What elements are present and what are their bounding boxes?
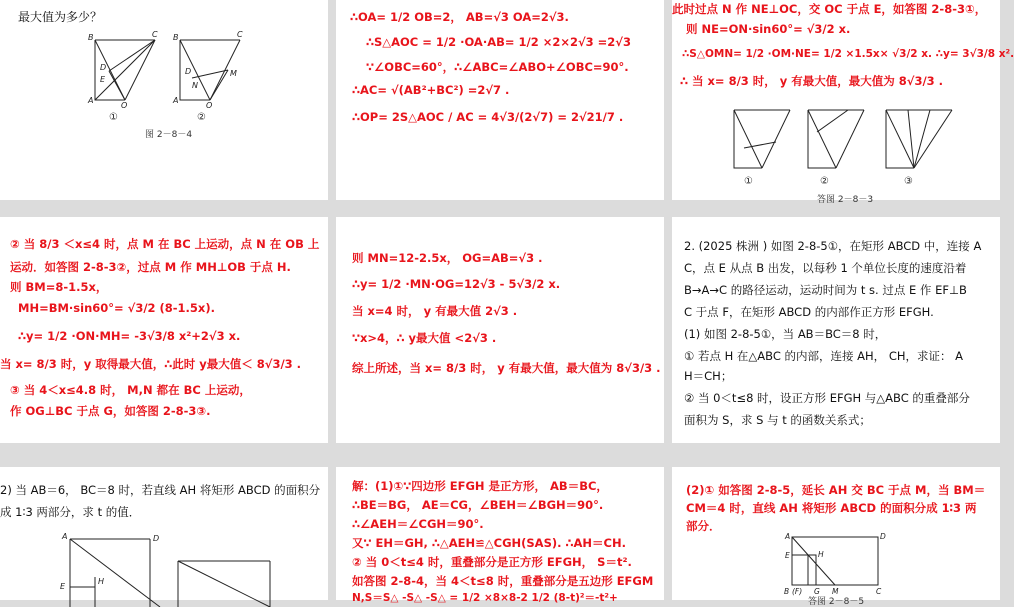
panel-7 xyxy=(0,467,328,600)
label-b: B xyxy=(88,33,94,42)
label-c2: C xyxy=(237,30,243,39)
figure-number-2: ② xyxy=(197,112,206,123)
label-e: E xyxy=(785,551,790,560)
problem-line-3: B→A→C 的路径运动，运动时间为 t s. 过点 E 作 EF⊥B xyxy=(684,283,967,297)
problem-line-2: C，点 E 从点 B 出发，以每秒 1 个单位长度的速度沿着 xyxy=(684,261,967,275)
figure-2-8-5 xyxy=(0,527,328,607)
panel-4 xyxy=(0,217,328,443)
label-h: H xyxy=(818,550,824,559)
solution-line-4: MH=BM·sin60°= √3/2 (8-1.5x). xyxy=(18,301,215,315)
solution-line-5: ② 当 0＜t≤4 时，重叠部分是正方形 EFGH， S＝t². xyxy=(352,555,632,569)
solution-line-1: (2)① 如答图 2-8-5，延长 AH 交 BC 于点 M，当 BM＝ xyxy=(686,483,986,497)
label-d: D xyxy=(100,63,107,72)
solution-line-4: ∴ 当 x= 8/3 时， y 有最大值，最大值为 8√3/3 . xyxy=(680,74,944,88)
problem-line-1: 2) 当 AB＝6， BC＝8 时，若直线 AH 将矩形 ABCD 的面积分 xyxy=(0,483,321,497)
figure-2-8-4 xyxy=(0,0,328,200)
solution-line-5: ∴y= 1/2 ·ON·MH= -3√3/8 x²+2√3 x. xyxy=(18,329,241,343)
label-h: H xyxy=(98,577,105,586)
solution-line-3: ∴∠AEH＝∠CGH＝90°. xyxy=(352,517,484,531)
answer-figure-caption: 答图 2－8－3 xyxy=(817,195,874,205)
label-b: B xyxy=(784,587,790,596)
label-o2: O xyxy=(206,101,213,110)
solution-line-2: 运动．如答图 2-8-3②，过点 M 作 MH⊥OB 于点 H. xyxy=(10,260,291,274)
label-a: A xyxy=(785,532,791,541)
label-a: A xyxy=(88,96,94,105)
solution-line-7: ③ 当 4＜x≤4.8 时， M,N 都在 BC 上运动， xyxy=(10,383,251,397)
panel-9 xyxy=(672,467,1000,607)
solution-line-7: N,S＝S△ -S△ -S△ = 1/2 ×8×8-2 1/2 (8-t)²＝-t²+ xyxy=(352,592,618,604)
label-d: D xyxy=(880,532,886,541)
solution-line-3: ∵∠OBC=60°，∴∠ABC=∠ABO+∠OBC=90°. xyxy=(366,60,629,74)
solution-line-2: ∴y= 1/2 ·MN·OG=12√3 - 5√3/2 x. xyxy=(352,277,561,291)
label-b2: B xyxy=(173,33,179,42)
solution-line-4: ∴AC= √(AB²+BC²) =2√7 . xyxy=(352,83,510,97)
problem-line-9: 面积为 S，求 S 与 t 的函数关系式； xyxy=(684,413,871,427)
solution-line-5: ∴OP= 2S△AOC / AC = 4√3/(2√7) = 2√21/7 . xyxy=(352,110,624,124)
label-e: E xyxy=(60,582,66,591)
solution-line-3: ∴S△OMN= 1/2 ·OM·NE= 1/2 ×1.5x× √3/2 x. ∴y= 3√3/8 x². xyxy=(682,48,1014,60)
solution-line-5: 综上所述，当 x= 8/3 时， y 有最大值，最大值为 8√3/3 . xyxy=(352,361,661,375)
solution-line-2: CM＝4 时，直线 AH 将矩形 ABCD 的面积分成 1∶3 两 xyxy=(686,501,977,515)
panel-5 xyxy=(336,217,664,443)
solution-line-6: 如答图 2-8-4，当 4＜t≤8 时，重叠部分是五边形 EFGM xyxy=(352,574,654,588)
solution-line-3: 当 x=4 时， y 有最大值 2√3 . xyxy=(352,304,518,318)
label-d2: D xyxy=(185,67,192,76)
answer-figure-number-1: ① xyxy=(744,176,753,187)
solution-line-4: 又∵ EH＝GH, ∴△AEH≌△CGH(SAS). ∴AH＝CH. xyxy=(352,536,626,550)
panel-8 xyxy=(336,467,664,604)
label-a: A xyxy=(62,532,68,541)
label-m2: M xyxy=(230,69,237,78)
figure-caption: 图 2－8－4 xyxy=(145,130,193,140)
question-text: 最大值为多少？ xyxy=(18,10,103,24)
panel-2 xyxy=(336,0,664,200)
solution-line-1: ∴OA= 1/2 OB=2， AB=√3 OA=2√3. xyxy=(350,10,569,24)
solution-line-3: 部分． xyxy=(686,519,721,533)
solution-line-1: 解：(1)①∵四边形 EFGH 是正方形， AB＝BC， xyxy=(352,479,608,493)
solution-line-2: 则 NE=ON·sin60°= √3/2 x. xyxy=(686,22,851,36)
solution-line-4: ∵x>4，∴ y最大值 <2√3 . xyxy=(352,331,497,345)
problem-line-5: (1) 如图 2-8-5①，当 AB＝BC＝8 时， xyxy=(684,327,887,341)
label-c: C xyxy=(152,30,158,39)
solution-line-1: 则 MN=12-2.5x， OG=AB=√3 . xyxy=(352,251,543,265)
label-c: C xyxy=(876,587,882,596)
problem-line-2: 成 1∶3 两部分，求 t 的值． xyxy=(0,505,141,519)
panel-3 xyxy=(672,0,1014,205)
answer-figure-caption: 答图 2－8－5 xyxy=(808,597,865,607)
solution-line-2: ∴BE＝BG， AE＝CG，∠BEH＝∠BGH＝90°. xyxy=(352,498,604,512)
label-n2: N xyxy=(192,81,198,90)
answer-figure-number-3: ③ xyxy=(904,176,913,187)
label-o: O xyxy=(121,101,128,110)
solution-line-1: 此时过点 N 作 NE⊥OC，交 OC 于点 E，如答图 2-8-3①， xyxy=(672,2,987,16)
problem-line-6: ① 若点 H 在△ABC 的内部，连接 AH， CH，求证： A xyxy=(684,349,964,363)
answer-figure-number-2: ② xyxy=(820,176,829,187)
problem-line-1: 2. (2025 株洲 ) 如图 2-8-5①，在矩形 ABCD 中，连接 A xyxy=(684,239,982,253)
label-g: G xyxy=(814,587,820,596)
answer-figure-2-8-5 xyxy=(672,531,1000,601)
label-a2: A xyxy=(173,96,179,105)
panel-1 xyxy=(0,0,328,200)
solution-line-1: ② 当 8/3 ＜x≤4 时，点 M 在 BC 上运动，点 N 在 OB 上 xyxy=(10,237,320,251)
figure-number-1: ① xyxy=(109,112,118,123)
problem-line-4: C 于点 F，在矩形 ABCD 的内部作正方形 EFGH. xyxy=(684,305,934,319)
label-d: D xyxy=(153,534,160,543)
label-f: (F) xyxy=(792,587,803,596)
panel-6 xyxy=(672,217,1000,443)
problem-line-8: ② 当 0＜t≤8 时，设正方形 EFGH 与△ABC 的重叠部分 xyxy=(684,391,970,405)
problem-line-7: H＝CH； xyxy=(684,369,733,383)
solution-line-6: 当 x= 8/3 时，y 取得最大值，∴此时 y最大值＜ 8√3/3 . xyxy=(0,357,302,371)
solution-line-8: 作 OG⊥BC 于点 G，如答图 2-8-3③. xyxy=(10,404,211,418)
solution-line-2: ∴S△AOC = 1/2 ·OA·AB= 1/2 ×2×2√3 =2√3 xyxy=(366,35,631,49)
label-e: E xyxy=(100,75,106,84)
solution-line-3: 则 BM=8-1.5x， xyxy=(10,280,108,294)
label-m: M xyxy=(832,587,839,596)
